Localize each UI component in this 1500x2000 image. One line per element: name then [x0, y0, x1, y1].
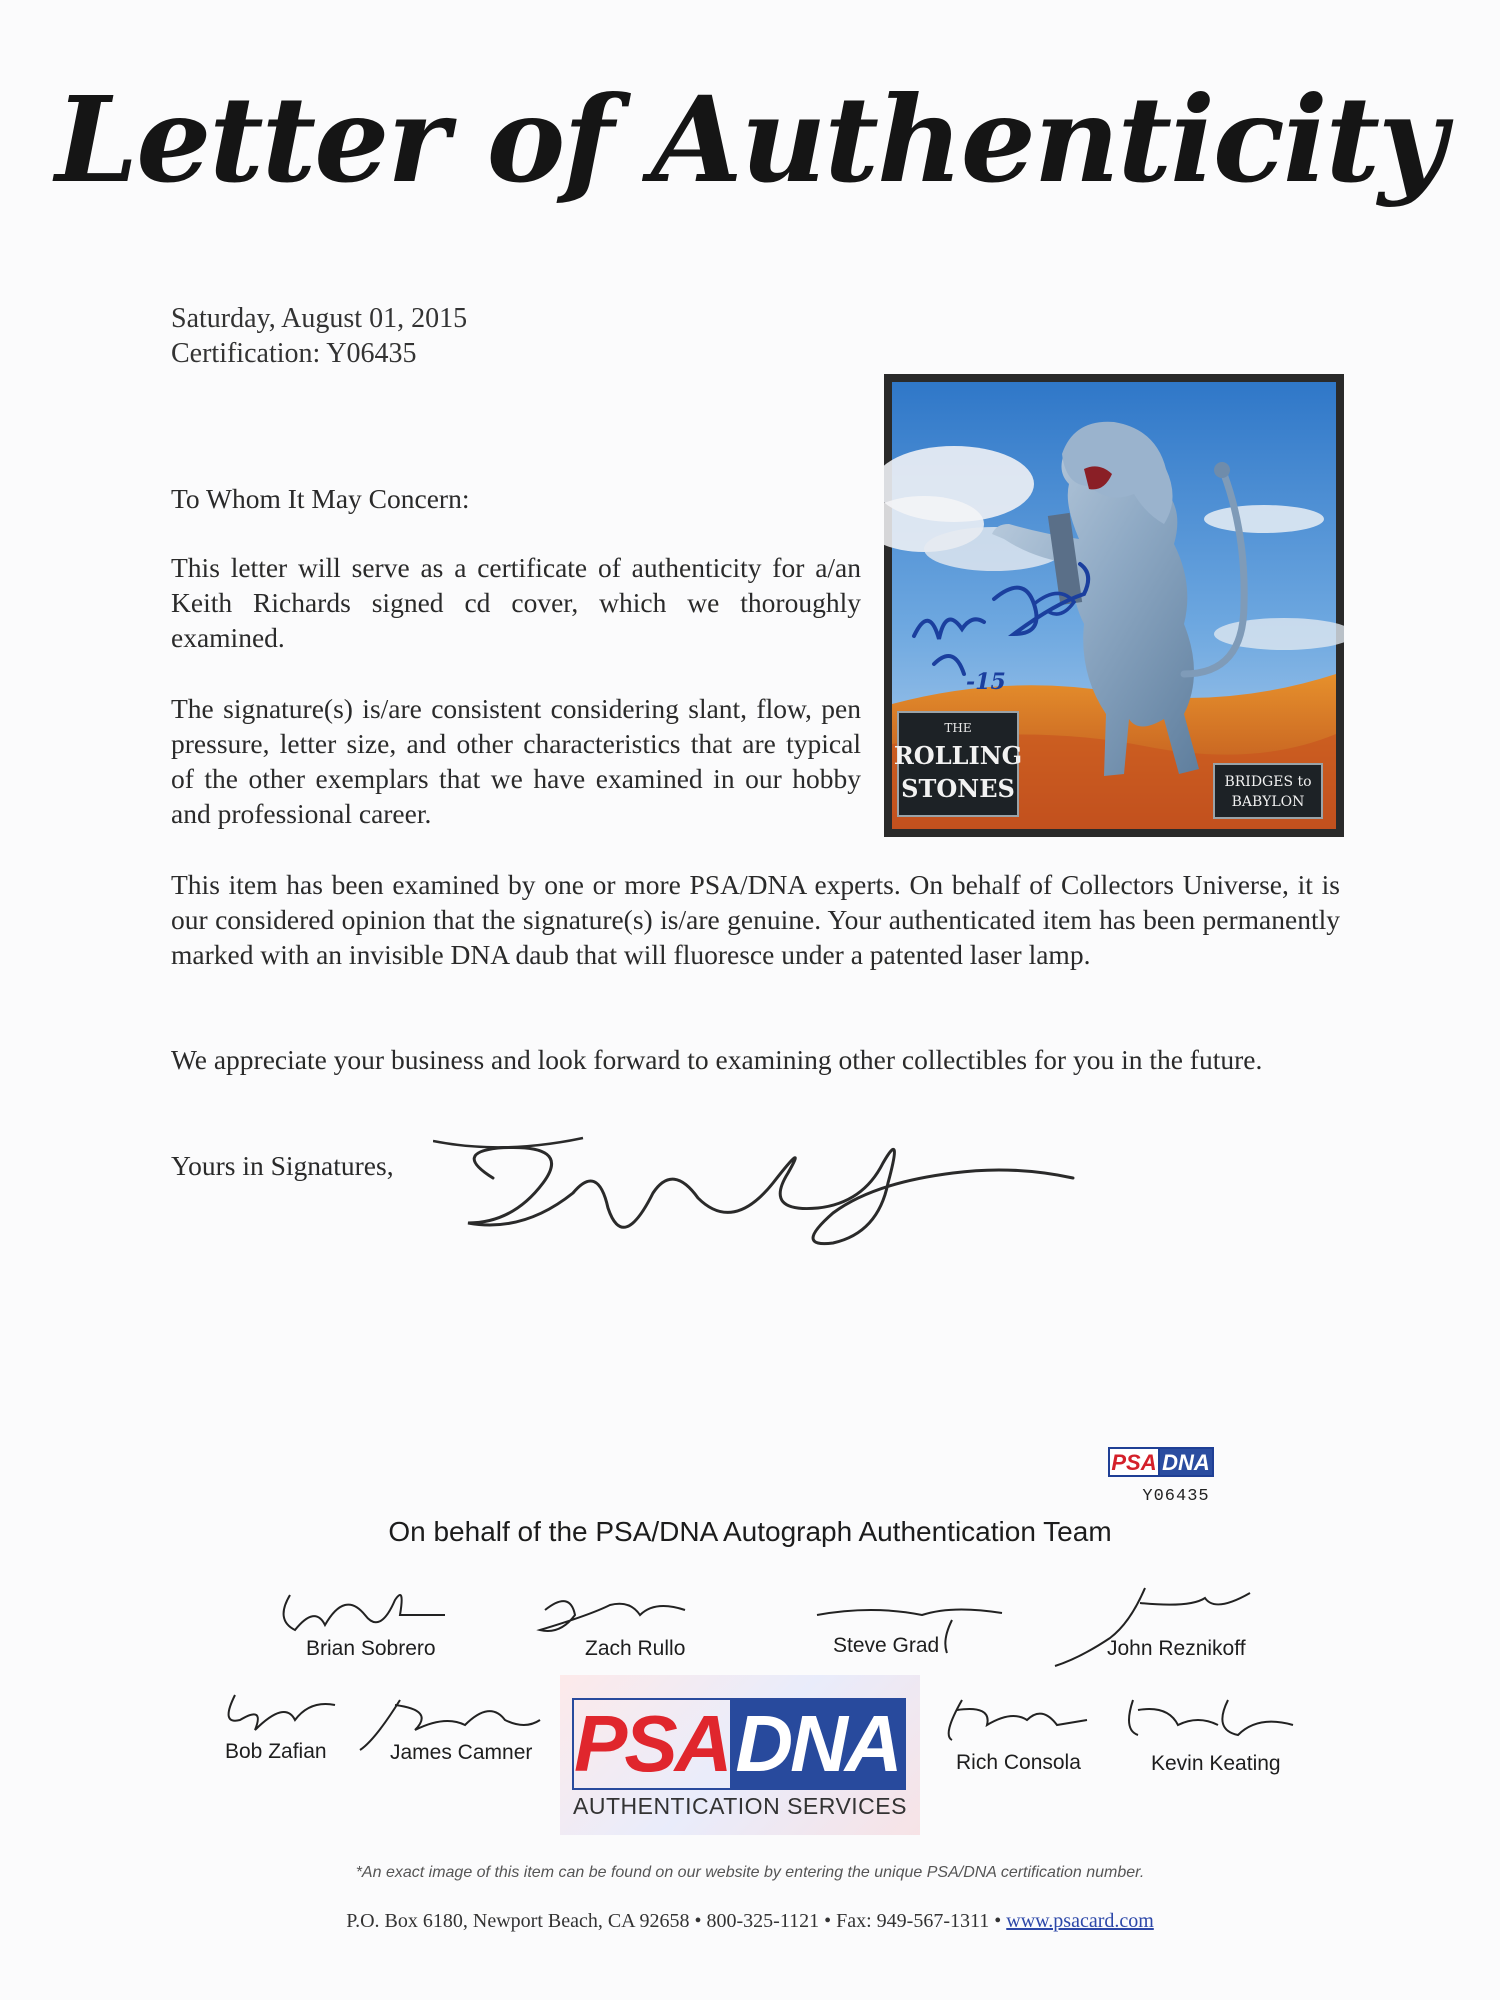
album-title-line1: BRIDGES to	[1224, 774, 1312, 790]
letter-date: Saturday, August 01, 2015	[171, 303, 468, 334]
sticker-logo	[1108, 1447, 1218, 1477]
footer-address: P.O. Box 6180, Newport Beach, CA 92658 • 800-325-1121 • Fax: 949-567-1311 •	[346, 1910, 1002, 1932]
paragraph-signature-analysis: The signature(s) is/are consistent considering slant, flow, pen pressure, letter size, and other characteristics that are typical of the other exemplars that we have examined in our hobby and professional career.	[171, 693, 861, 829]
team-member-name: Kevin Keating	[1151, 1752, 1281, 1775]
team-member-name: Steve Grad	[833, 1634, 940, 1657]
logo-dna-mark: DNA	[730, 1700, 905, 1788]
logo-caption: AUTHENTICATION SERVICES	[573, 1793, 907, 1819]
inscription-text: -15	[966, 669, 1006, 695]
signature-brian-sobrero	[270, 1575, 450, 1645]
album-title-line2: BABYLON	[1231, 794, 1305, 810]
team-member-name: John Reznikoff	[1107, 1637, 1246, 1660]
sticker-serial-number: Y06435	[1142, 1487, 1210, 1506]
signature-kevin-keating	[1118, 1690, 1298, 1750]
sticker-psa-mark: PSA	[1108, 1447, 1160, 1477]
signature-bob-zafian	[215, 1680, 345, 1740]
team-member-name: Zach Rullo	[585, 1637, 686, 1660]
contact-footer	[0, 1910, 1500, 1933]
sticker-dna-mark: DNA	[1158, 1447, 1214, 1477]
team-member-name: James Camner	[390, 1741, 533, 1764]
paragraph-certificate: This letter will serve as a certificate of authenticity for a/an Keith Richards signed cd cover, which we thoroughly examined.	[171, 552, 861, 653]
authentication-sticker	[1098, 1439, 1254, 1509]
album-artwork	[884, 374, 1344, 837]
footnote: *An exact image of this item can be found on our website by entering the unique PSA/DNA certification number.	[355, 1864, 1145, 1881]
certification-number: Certification: Y06435	[171, 338, 417, 369]
psa-dna-logo	[560, 1675, 920, 1835]
team-heading: On behalf of the PSA/DNA Autograph Authentication Team	[388, 1516, 1112, 1547]
band-name-line2: STONES	[901, 774, 1015, 803]
paragraph-examination: This item has been examined by one or more PSA/DNA experts. On behalf of Collectors Universe, it is our considered opinion that the signature(s) is/are genuine. Your authenticated item has been permanently marked with an invisible DNA daub that will fluoresce under a patented laser lamp.	[171, 869, 1340, 970]
salutation: To Whom It May Concern:	[171, 483, 470, 514]
team-member-name: Rich Consola	[956, 1751, 1081, 1774]
website-link[interactable]: www.psacard.com	[1006, 1910, 1154, 1932]
band-prefix: THE	[944, 721, 972, 735]
signature-rich-consola	[932, 1690, 1092, 1750]
page-title: Letter of Authenticity	[55, 70, 1445, 209]
band-name-line1: ROLLING	[893, 741, 1023, 770]
team-member-name: Brian Sobrero	[306, 1637, 436, 1660]
team-member-name: Bob Zafian	[225, 1740, 327, 1763]
paragraph-appreciation: We appreciate your business and look forward to examining other collectibles for you in the future.	[171, 1044, 1263, 1075]
logo-psa-mark: PSA	[574, 1699, 730, 1788]
signature-zach-rullo	[530, 1585, 690, 1645]
closing: Yours in Signatures,	[171, 1150, 394, 1181]
certifier-signature	[433, 1123, 1113, 1253]
signed-cd-cover-image	[884, 374, 1344, 837]
